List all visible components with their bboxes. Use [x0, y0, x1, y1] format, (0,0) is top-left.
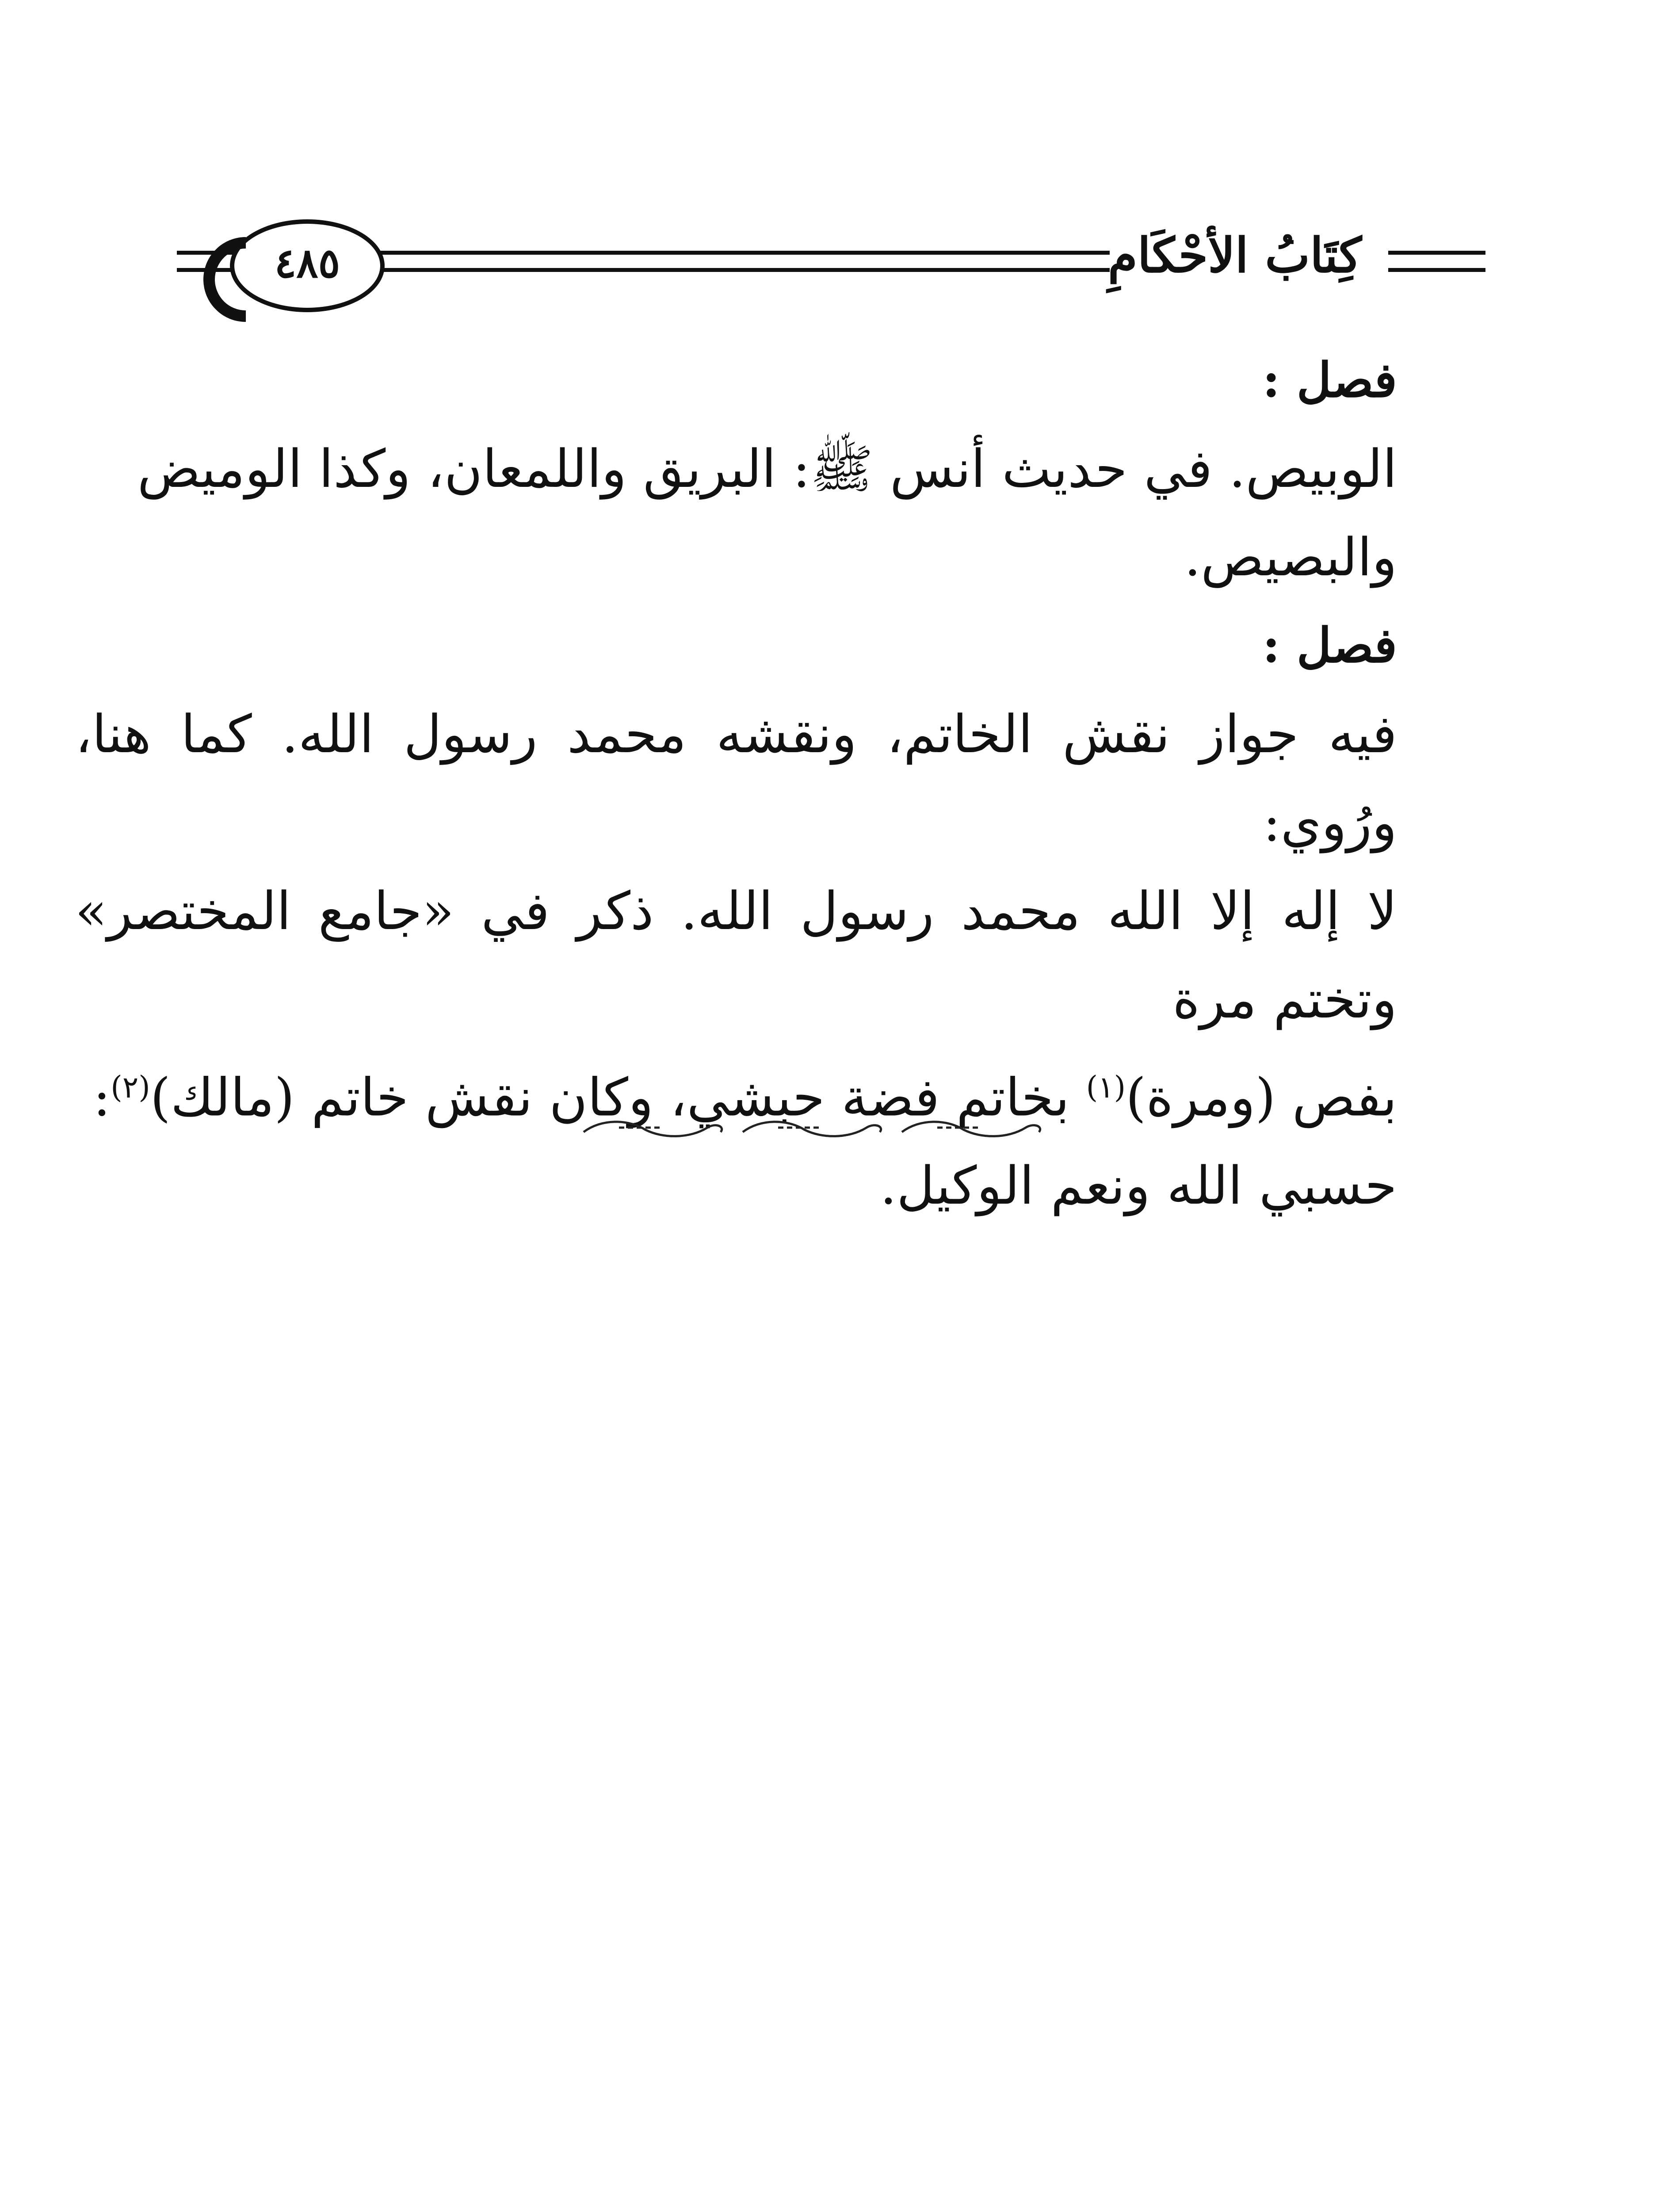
paragraph-line: فيه جواز نقش الخاتم، ونقشه محمد رسول الله. كما هنا، ورُوي:	[75, 704, 1397, 853]
text-segment: :	[93, 1067, 111, 1128]
section-heading: فصل :	[1262, 352, 1397, 408]
paragraph-line: حسبي الله ونعم الوكيل.	[880, 1155, 1397, 1216]
header-rule-right	[1388, 251, 1485, 272]
footnote-ref[interactable]: (١)	[1086, 1070, 1126, 1105]
paragraph-line: الوبيص. في حديث أنس ﷺ: البريق واللمعان، وكذا الوميض	[137, 438, 1397, 499]
section-heading: فصل :	[1262, 618, 1397, 673]
paragraph-line: والبصيص.	[1184, 527, 1397, 588]
main-text	[75, 336, 1397, 1230]
running-header-title: كِتَابُ الأحْكَامِ	[1108, 228, 1362, 283]
text-segment: بفص (ومرة)	[1126, 1067, 1397, 1128]
ornament-divider-icon	[575, 1114, 1048, 1141]
paragraph-line: لا إله إلا الله محمد رسول الله. ذكر في «جامع المختصر» وتختم مرة	[75, 880, 1397, 1030]
header-rule-long	[371, 251, 1110, 272]
page-number: ٤٨٥	[274, 239, 340, 287]
page-number-badge	[230, 219, 385, 312]
footnote-ref[interactable]: (٢)	[111, 1070, 150, 1105]
text-segment: بخاتم فضة حبشي، وكان نقش خاتم (مالك)	[150, 1067, 1086, 1128]
